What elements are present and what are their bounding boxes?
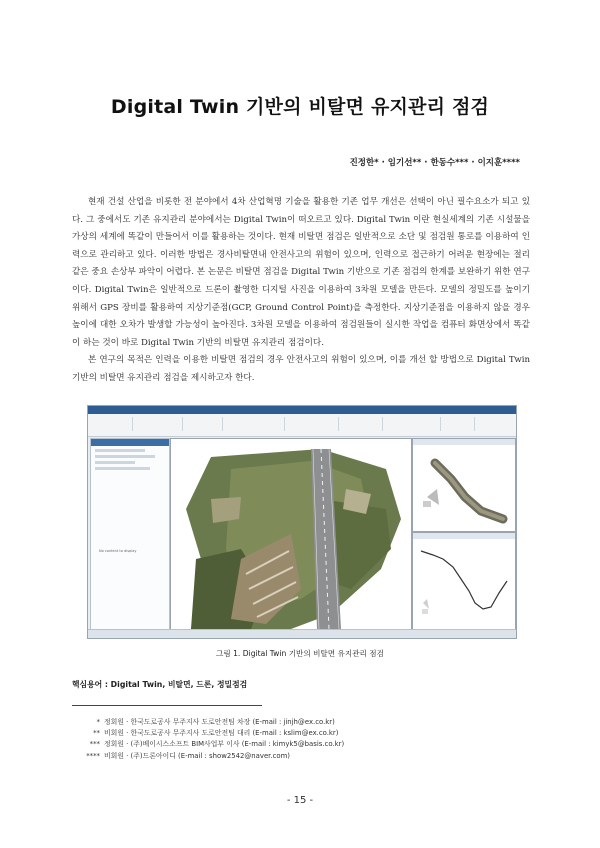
footnote-mark: ** (93, 729, 100, 738)
paper-title: Digital Twin 기반의 비탈면 유지관리 점검 (110, 96, 490, 118)
footnote (72, 751, 344, 762)
footnote-text: 정회원 · 한국도로공사 무주지사 도로안전팀 차장 (E-mail : jinjh@ex.co.kr) (104, 718, 335, 726)
footnote-divider (72, 705, 262, 706)
footnote (72, 717, 344, 728)
figure-bottom-right-view (412, 532, 516, 630)
footnote (72, 728, 344, 739)
footnote-mark: *** (89, 740, 100, 749)
figure-strip-model-render (413, 439, 515, 531)
footnote-text: 정회원 · (주)베이시스소프트 BIM사업부 이사 (E-mail : kimyk5@basis.co.kr) (104, 740, 345, 749)
figure-profile-line-render (413, 533, 515, 629)
figure-caption: 그림 1. Digital Twin 기반의 비탈면 유지관리 점검 (216, 649, 384, 658)
figure-3d-slope-model-view (170, 438, 412, 630)
author-list: 진정한* · 임기선** · 한동수*** · 이지훈**** (349, 158, 520, 168)
footnote-text: 비회원 · (주)드론아이디 (E-mail : show2542@naver.com) (104, 751, 290, 760)
abstract-paragraph: 본 연구의 목적은 인력을 이용한 비탈면 점검의 경우 안전사고의 위험이 있으며, 이를 개선 할 방법으로 Digital Twin 기반의 비탈면 유지관리 점검을 제시하고자 한다. (72, 355, 530, 383)
footnote-mark: **** (86, 751, 100, 760)
abstract (72, 194, 530, 388)
footnote-mark: * (96, 718, 100, 726)
footnote-text: 비회원 · 한국도로공사 무주지사 도로안전팀 대리 (E-mail : kslim@ex.co.kr) (104, 729, 339, 738)
figure-3d-model-render (171, 439, 411, 629)
footnotes (72, 717, 344, 762)
figure-empty-panel-text: No content to display (99, 549, 137, 553)
figure-software-screenshot (87, 405, 517, 639)
footnote (72, 739, 344, 750)
keywords: 핵심용어 : Digital Twin, 비탈면, 드론, 정밀점검 (72, 680, 248, 689)
figure-reality-modeling-panel (90, 438, 170, 630)
figure-top-right-view (412, 438, 516, 532)
figure-window-titlebar (88, 406, 516, 414)
page-number: - 15 - (286, 795, 314, 806)
abstract-paragraph: 현재 건설 산업을 비롯한 전 분야에서 4차 산업혁명 기술을 활용한 기존 업무 개선은 선택이 아닌 필수요소가 되고 있다. 그 중에서도 기존 유지관리 분야에서는 Digital Twin이 떠오르고 있다. Digital Twin 이란 현실세계의 기존 시설물을 가상의 세계에 똑같이 만들어서 이를 활용하는 것이다. 현재 비탈면 점검은 일반적으로 소단 및 점검원 통로를 이용하여 인력으로 관리하고 있다. 이러한 방법은 경사비탈면내 안전사고의 위험이 있으며, 인력으로 접근하기 어려운 현장에는 절리 같은 중요 손상부 파악이 어렵다. 본 논문은 비탈면 점검을 Digital Twin 기반으로 기존 점검의 한계를 보완하기 위한 연구이다. Digital Twin은 일반적으로 드론이 촬영한 디지털 사진을 이용하여 3차원 모델을 만든다. 모델의 정밀도를 높이기 위해서 GPS 장비를 활용하여 지상기준점(GCP, Ground Control Point)을 측정한다. 지상기준점을 이용하지 않을 경우 높이에 대한 오차가 발생할 가능성이 높아진다. 3차원 모델을 이용하여 점검원들이 실시한 작업을 컴퓨터 화면상에서 똑같이 하는 것이 바로 Digital Twin 기반의 비탈면 유지관리 점검이다. (72, 197, 530, 348)
figure-status-bar (88, 629, 516, 638)
figure-ribbon-toolbar (88, 414, 516, 437)
